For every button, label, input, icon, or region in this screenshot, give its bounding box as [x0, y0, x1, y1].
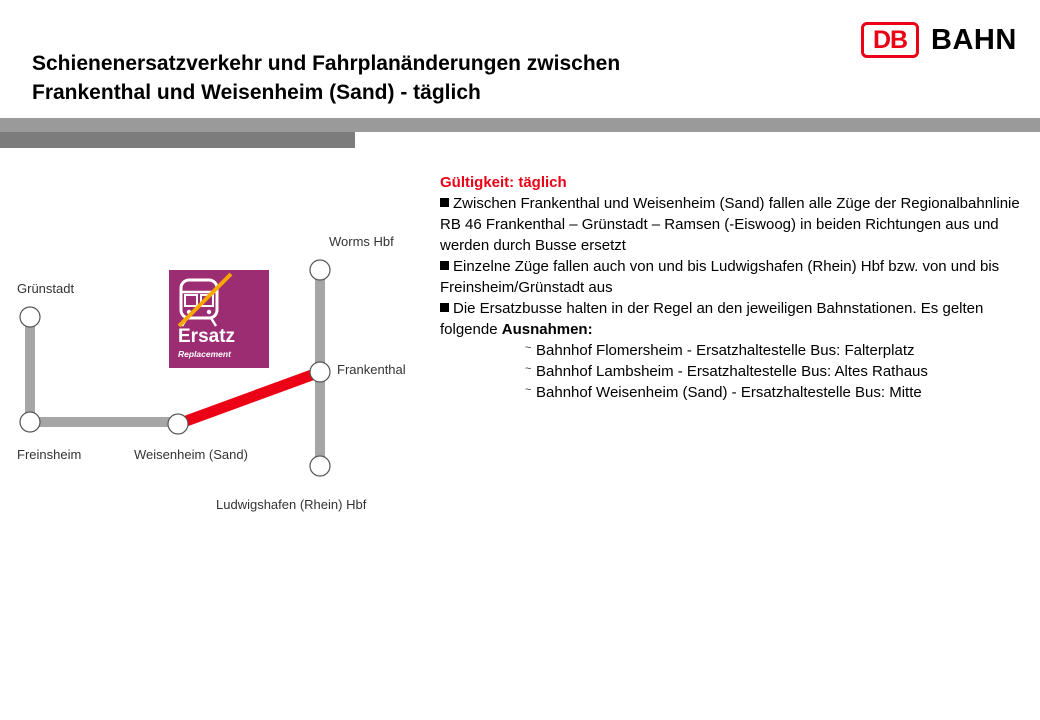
- train-crossed-out-icon: [169, 270, 269, 330]
- bullet-square-icon: [440, 261, 449, 270]
- info-bullet-2-text: Einzelne Züge fallen auch von und bis Ludwigshafen (Rhein) Hbf bzw. von und bis Freinsheim/Grünstadt aus: [440, 258, 1000, 296]
- exception-item: [440, 382, 1020, 403]
- title-line-2: Frankenthal und Weisenheim (Sand) - täglich: [32, 81, 481, 104]
- station-freinsheim-node: [20, 412, 40, 432]
- exception-text: Bahnhof Weisenheim (Sand) - Ersatzhaltestelle Bus: Mitte: [536, 384, 922, 401]
- line-closed-section: [178, 372, 320, 424]
- bullet-square-icon: [440, 198, 449, 207]
- tilde-bullet-icon: ~: [525, 363, 532, 375]
- station-label-worms: Worms Hbf: [329, 234, 394, 249]
- exception-item: [440, 361, 1020, 382]
- db-logo-wordmark: BAHN: [931, 24, 1017, 56]
- exceptions-label: Ausnahmen:: [501, 321, 593, 338]
- exception-text: Bahnhof Lambsheim - Ersatzhaltestelle Bus: Altes Rathaus: [536, 363, 928, 380]
- exception-item: [440, 340, 1020, 361]
- tilde-bullet-icon: ~: [525, 384, 532, 396]
- info-bullet-1-text: Zwischen Frankenthal und Weisenheim (Sand) fallen alle Züge der Regionalbahnlinie RB 46 Frankenthal – Grünstadt – Ramsen (-Eiswoog) in beiden Richtungen aus und werden durch Busse ersetzt: [440, 195, 1020, 254]
- station-ludwigshafen-node: [310, 456, 330, 476]
- info-bullet-2: [440, 256, 1020, 298]
- station-label-gruenstadt: Grünstadt: [17, 281, 75, 296]
- info-panel: [440, 172, 1020, 403]
- validity-heading: Gültigkeit: täglich: [440, 174, 567, 191]
- replacement-label: Replacement: [178, 349, 231, 359]
- station-label-ludwigshafen: Ludwigshafen (Rhein) Hbf: [216, 497, 367, 512]
- info-bullet-3: [440, 298, 1020, 340]
- station-frankenthal-node: [310, 362, 330, 382]
- station-gruenstadt-node: [20, 307, 40, 327]
- info-bullet-1: [440, 193, 1020, 256]
- station-weisenheim-node: [168, 414, 188, 434]
- exception-text: Bahnhof Flomersheim - Ersatzhaltestelle Bus: Falterplatz: [536, 342, 915, 359]
- ersatz-label: Ersatz: [178, 326, 236, 347]
- tilde-bullet-icon: ~: [525, 342, 532, 354]
- station-worms-node: [310, 260, 330, 280]
- title-line-1: Schienenersatzverkehr und Fahrplanänderungen zwischen: [32, 52, 621, 75]
- station-label-weisenheim: Weisenheim (Sand): [134, 447, 248, 462]
- info-bullet-3-text: Die Ersatzbusse halten in der Regel an den jeweiligen Bahnstationen. Es gelten folgende: [440, 300, 984, 338]
- station-label-frankenthal: Frankenthal: [337, 362, 406, 377]
- ersatz-replacement-badge: [169, 270, 269, 368]
- db-logo-mark: DB: [861, 22, 919, 58]
- bullet-square-icon: [440, 303, 449, 312]
- station-label-freinsheim: Freinsheim: [17, 447, 82, 462]
